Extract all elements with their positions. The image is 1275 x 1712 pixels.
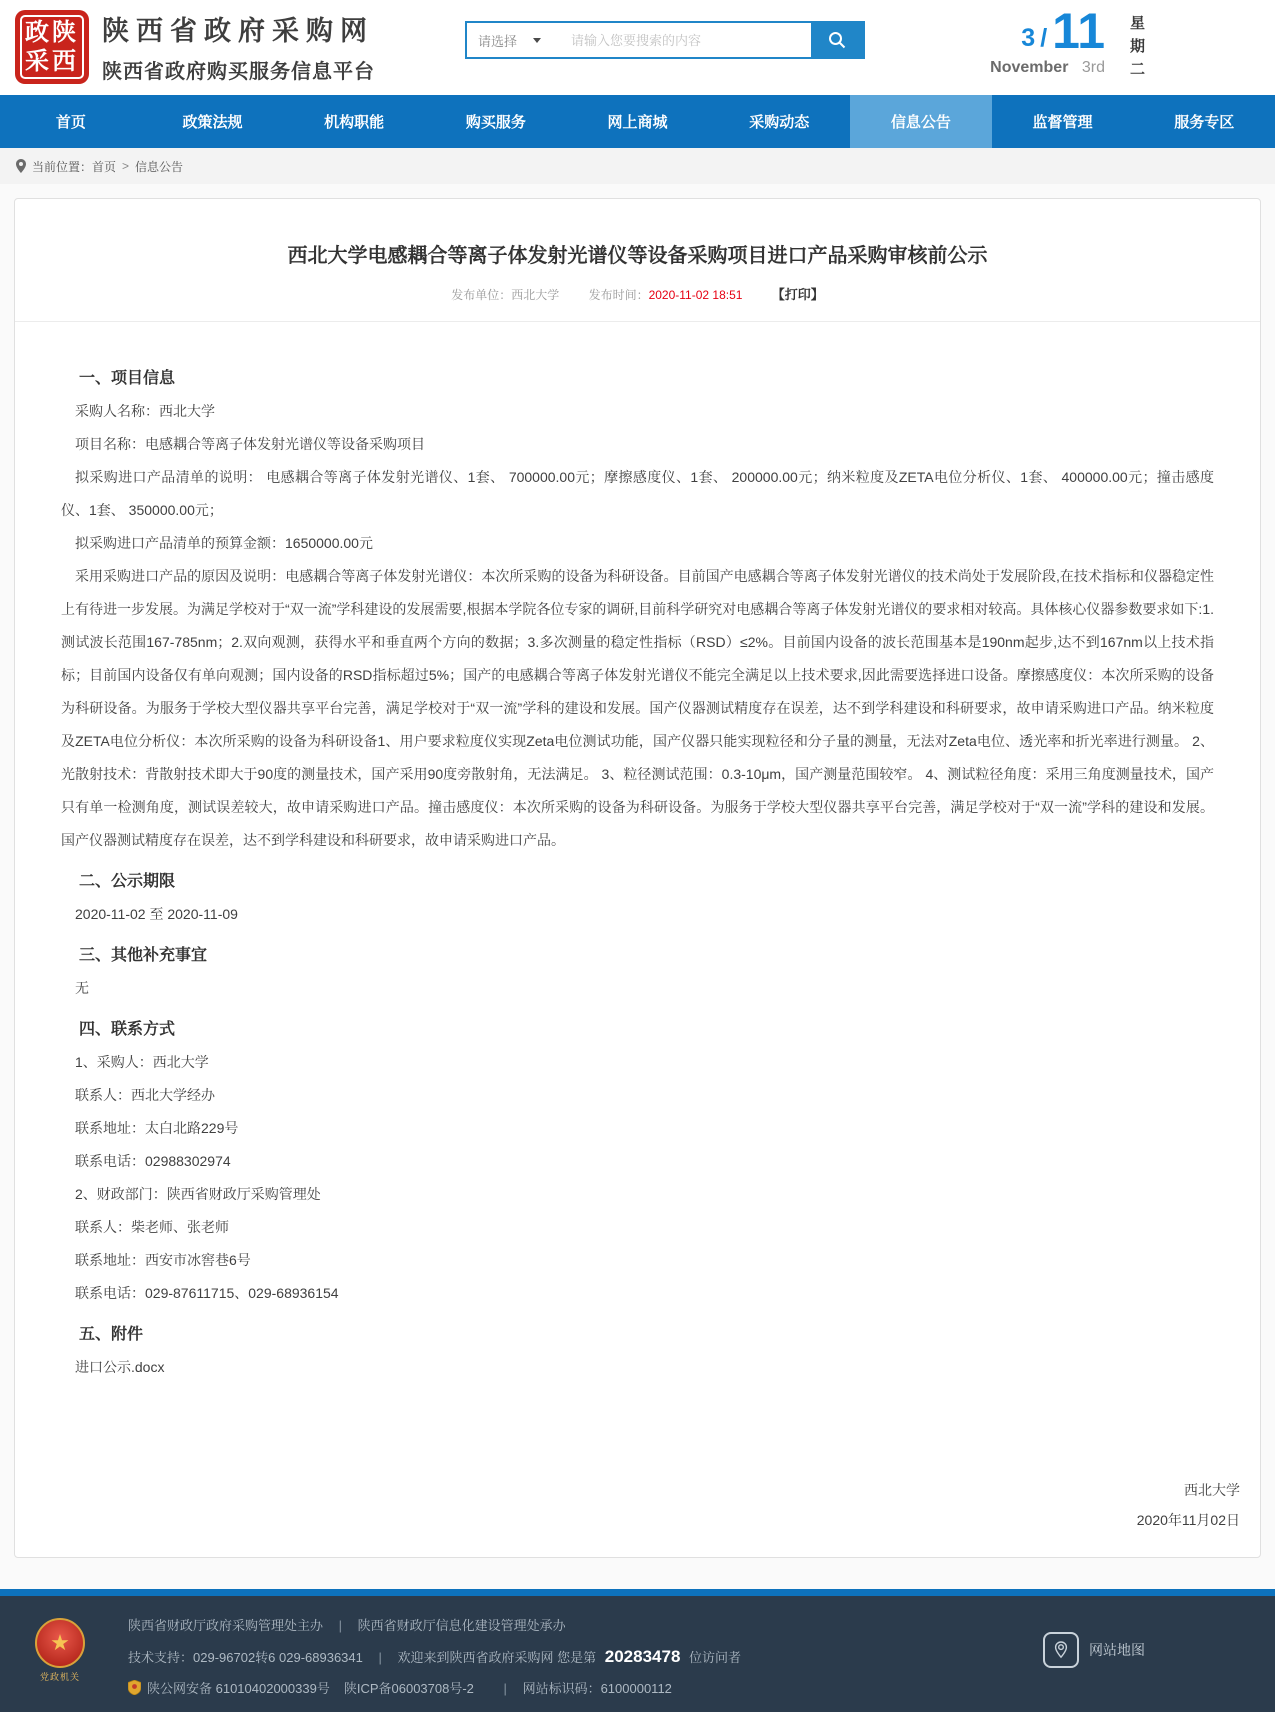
site-footer bbox=[0, 1589, 1275, 1712]
nav-item-procurement-news[interactable]: 采购动态 bbox=[749, 114, 810, 131]
emblem-label: 党政机关 bbox=[39, 1672, 80, 1682]
site-title: 陕西省政府采购网 bbox=[102, 16, 374, 46]
publish-time-value: 2020-11-02 18:51 bbox=[648, 288, 743, 302]
footer-welcome-prefix: 欢迎来到陕西省政府采购网 您是第 bbox=[397, 1650, 597, 1665]
breadcrumb bbox=[0, 148, 1275, 184]
footer-line-host bbox=[128, 1610, 1043, 1641]
section-heading-1: 一、项目信息 bbox=[79, 370, 176, 387]
site-identifier-code: 网站标识码：6100000112 bbox=[522, 1681, 672, 1696]
paragraph: 项目名称：电感耦合等离子体发射光谱仪等设备采购项目 bbox=[75, 436, 425, 452]
footer-tech-support: 技术支持：029-96702转6 029-68936341 bbox=[128, 1650, 363, 1665]
site-brand bbox=[102, 9, 375, 84]
publish-unit: 发布单位：西北大学 bbox=[451, 288, 560, 302]
breadcrumb-prefix: 当前位置： bbox=[32, 159, 93, 174]
breadcrumb-separator: > bbox=[122, 159, 130, 173]
article-meta bbox=[15, 284, 1260, 303]
contact-line: 联系人：西北大学经办 bbox=[75, 1087, 215, 1103]
date-month: 11 bbox=[1052, 3, 1105, 59]
nav-item-functions[interactable]: 机构职能 bbox=[324, 114, 385, 131]
nav-item-home[interactable]: 首页 bbox=[55, 114, 86, 131]
search-input[interactable] bbox=[561, 23, 811, 57]
paragraph: 拟采购进口产品清单的预算金额：1650000.00元 bbox=[75, 535, 373, 551]
gongan-beian-link[interactable]: 陕公网安备 61010402000339号 bbox=[147, 1681, 330, 1696]
logo-seal bbox=[15, 10, 89, 84]
location-pin-icon bbox=[16, 159, 26, 173]
site-subtitle: 陕西省政府购买服务信息平台 bbox=[102, 61, 375, 83]
footer-separator: | bbox=[338, 1618, 343, 1633]
breadcrumb-current: 信息公告 bbox=[135, 159, 184, 174]
weekday-char: 期 bbox=[1129, 38, 1145, 55]
search-bar bbox=[465, 21, 865, 59]
breadcrumb-home-link[interactable]: 首页 bbox=[92, 159, 117, 174]
signature-block bbox=[1137, 1475, 1240, 1535]
paragraph: 无 bbox=[75, 980, 89, 996]
paragraph: 采用采购进口产品的原因及说明：电感耦合等离子体发射光谱仪：本次所采购的设备为科研设备。目前国产电感耦合等离子体发射光谱仪的技术尚处于发展阶段,在技术指标和仪器稳定性上有待进一步发展。为满足学校对于“双一流”学科建设的发展需要,根据本学院各位专家的调研,目前科学研究对电感耦合等离子体发射光谱仪的要求相对较高。具体核心仪器参数要求如下:1.测试波长范围167-785nm；2.双向观测，获得水平和垂直两个方向的数据；3.多次测量的稳定性指标（RSD）≤2%。目前国内设备的波长范围基本是190nm起步,达不到167nm以上技术指标；目前国内设备仅有单向观测；国内设备的RSD指标超过5%；国产的电感耦合等离子体发射光谱仪不能完全满足以上技术要求,因此需要选择进口设备。摩擦感度仪：本次所采购的设备为科研设备。为服务于学校大型仪器共享平台完善，满足学校对于“双一流”学科的建设和发展。国产仪器测试精度存在误差，达不到学科建设和科研要求，故申请采购进口产品。纳米粒度及ZETA电位分析仪：本次所采购的设备为科研设备1、用户要求粒度仪实现Zeta电位测试功能，国产仪器只能实现粒径和分子量的测量，无法对Zeta电位、透光率和折光率进行测量。 2、光散射技术：背散射技术即大于90度的测量技术，国产采用90度旁散射角，无法满足。 3、粒径测试范围：0.3-10μm，国产测量范围较窄。 4、测试粒径角度：采用三角度测量技术，国产只有单一检测角度，测试误差较大，故申请采购进口产品。撞击感度仪：本次所采购的设备为科研设备。为服务于学校大型仪器共享平台完善，满足学校对于“双一流”学科的建设和发展。国产仪器测试精度存在误差，达不到学科建设和科研要求，故申请采购进口产品。 bbox=[61, 568, 1214, 848]
footer-host-left: 陕西省财政厅政府采购管理处主办 bbox=[128, 1618, 324, 1633]
party-gov-emblem bbox=[32, 1618, 88, 1683]
map-icon bbox=[1043, 1632, 1079, 1668]
section-heading-5: 五、附件 bbox=[79, 1326, 144, 1343]
section-heading-3: 三、其他补充事宜 bbox=[79, 947, 208, 964]
paragraph: 采购人名称：西北大学 bbox=[75, 403, 215, 419]
section-heading-2: 二、公示期限 bbox=[79, 873, 176, 890]
article-card bbox=[14, 198, 1261, 1558]
contact-line: 联系地址：太白北路229号 bbox=[75, 1120, 239, 1136]
search-button[interactable] bbox=[811, 23, 863, 57]
publish-time-label: 发布时间： bbox=[588, 288, 649, 302]
site-header bbox=[0, 0, 1275, 95]
nav-item-policy[interactable]: 政策法规 bbox=[182, 114, 243, 131]
nav-item-service-zone[interactable]: 服务专区 bbox=[1174, 114, 1235, 131]
nav-item-online-mall[interactable]: 网上商城 bbox=[607, 114, 668, 131]
footer-line-support bbox=[128, 1641, 1043, 1673]
section-heading-4: 四、联系方式 bbox=[79, 1021, 176, 1038]
gongan-shield-icon bbox=[128, 1675, 141, 1706]
search-category-select[interactable] bbox=[467, 23, 561, 57]
sitemap-label: 网站地图 bbox=[1089, 1642, 1145, 1658]
footer-separator: | bbox=[503, 1681, 507, 1696]
date-month-name: November bbox=[990, 59, 1069, 76]
weekday-char: 二 bbox=[1129, 61, 1145, 78]
contact-line: 联系电话：02988302974 bbox=[75, 1153, 231, 1169]
footer-text bbox=[128, 1610, 1043, 1706]
chevron-down-icon bbox=[533, 38, 541, 43]
site-logo[interactable] bbox=[15, 9, 375, 84]
attachment-link[interactable]: 进口公示.docx bbox=[75, 1359, 165, 1375]
search-category-label: 请选择 bbox=[478, 33, 518, 49]
date-day-ordinal: 3rd bbox=[1081, 59, 1105, 76]
footer-welcome-suffix: 位访问者 bbox=[689, 1650, 742, 1665]
article-title: 西北大学电感耦合等离子体发射光谱仪等设备采购项目进口产品采购审核前公示 bbox=[287, 245, 988, 267]
contact-line: 联系人：柴老师、张老师 bbox=[75, 1219, 229, 1235]
signature-org: 西北大学 bbox=[1184, 1482, 1240, 1498]
paragraph: 2020-11-02 至 2020-11-09 bbox=[75, 906, 238, 922]
icp-beian-link[interactable]: 陕ICP备06003708号-2 bbox=[343, 1681, 474, 1696]
footer-host-right: 陕西省财政厅信息化建设管理处承办 bbox=[357, 1618, 566, 1633]
article-body bbox=[15, 322, 1260, 1384]
contact-line: 2、财政部门：陕西省财政厅采购管理处 bbox=[75, 1186, 321, 1202]
date-day: 3 bbox=[1021, 23, 1036, 52]
footer-line-beian bbox=[128, 1673, 1043, 1706]
paragraph: 拟采购进口产品清单的说明： 电感耦合等离子体发射光谱仪、1套、 700000.00元；摩擦感度仪、1套、 200000.00元；纳米粒度及ZETA电位分析仪、1套、 400000.00元；撞击感度仪、1套、 350000.00元； bbox=[61, 469, 1214, 518]
contact-line: 联系电话：029-87611715、029-68936154 bbox=[75, 1285, 339, 1301]
star-icon: ★ bbox=[50, 1630, 70, 1655]
contact-line: 联系地址：西安市冰窖巷6号 bbox=[75, 1252, 251, 1268]
contact-line: 1、采购人：西北大学 bbox=[75, 1054, 209, 1070]
footer-separator: | bbox=[378, 1650, 382, 1665]
weekday-char: 星 bbox=[1129, 15, 1145, 32]
visitor-count: 20283478 bbox=[604, 1647, 681, 1666]
sitemap-button[interactable] bbox=[1043, 1632, 1145, 1668]
date-slash: / bbox=[1040, 23, 1048, 52]
nav-item-announcements[interactable]: 信息公告 bbox=[850, 95, 992, 148]
print-button[interactable]: 【打印】 bbox=[771, 287, 824, 302]
seal-text-line2: 采西 bbox=[25, 47, 79, 75]
nav-item-purchase-services[interactable]: 购买服务 bbox=[465, 114, 526, 131]
signature-date: 2020年11月02日 bbox=[1136, 1512, 1240, 1528]
search-icon bbox=[828, 31, 846, 49]
seal-text-line1: 政陕 bbox=[25, 18, 79, 46]
weekday-vertical bbox=[1130, 12, 1145, 81]
date-widget bbox=[990, 3, 1105, 77]
nav-item-supervision[interactable]: 监督管理 bbox=[1032, 114, 1093, 131]
main-nav bbox=[0, 95, 1275, 148]
